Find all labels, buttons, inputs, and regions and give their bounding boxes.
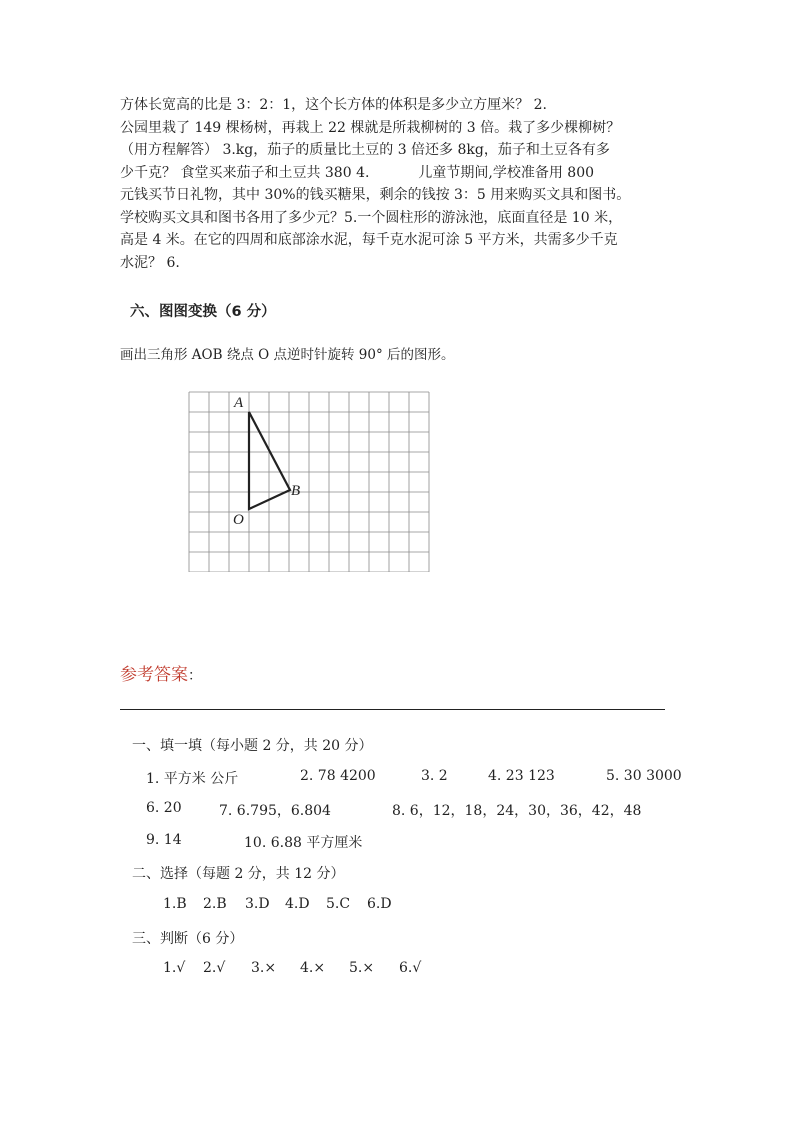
answer-item: 9. 14 [146,832,182,848]
question-line: （用方程解答） 3.kg，茄子的质量比土豆的 3 倍还多 8kg，茄子和土豆各有多 [120,142,610,158]
question-line: 元钱买节日礼物，其中 30%的钱买糖果，剩余的钱按 3：5 用来购买文具和图书。 [120,187,631,203]
answer-title-text: 参考答案 [120,665,188,685]
answer-title [120,660,202,685]
answer-item: 3.D [245,896,270,912]
answer-item: 4.D [285,896,310,912]
section-title: 六、图图变换（6 分） [130,304,276,320]
answer-item: 5.× [349,960,375,976]
answer-item: 2.√ [203,960,226,976]
question-line: 高是 4 米。在它的四周和底部涂水泥，每千克水泥可涂 5 平方米，共需多少千克 [120,232,618,248]
instruction-text: 画出三角形 AOB 绕点 O 点逆时针旋转 90° 后的图形。 [120,347,455,363]
answer-item: 6. 20 [146,800,182,816]
grid-figure [186,388,430,572]
answer-item: 3. 2 [421,768,448,784]
answer-item: 1. 平方米 公斤 [146,771,239,787]
answer-item: 5. 30 3000 [606,768,682,784]
question-line: 方体长宽高的比是 3：2：1，这个长方体的体积是多少立方厘米？ 2. [120,97,547,113]
part3-heading: 三、判断（6 分） [132,931,244,947]
answer-item: 4.× [300,960,326,976]
part2-heading: 二、选择（每题 2 分，共 12 分） [132,866,345,882]
question-line: 少千克？ 食堂买来茄子和土豆共 380 4. 儿童节期间,学校准备用 800 [120,164,595,181]
answer-item: 1.√ [163,960,186,976]
answer-item: 10. 6.88 平方厘米 [244,835,363,851]
answer-item: 6.√ [399,960,422,976]
label-b: B [291,483,301,499]
answer-title-colon: ： [188,668,202,684]
answer-item: 4. 23 123 [488,768,555,784]
grid-svg [186,388,430,572]
part1-heading: 一、填一填（每小题 2 分，共 20 分） [132,738,373,754]
answer-item: 3.× [251,960,277,976]
triangle-aob [249,412,290,509]
label-a: A [234,395,244,411]
label-o: O [233,512,244,528]
answer-item: 7. 6.795，6.804 [219,803,331,819]
answer-item: 2.B [203,896,227,912]
question-line: 水泥？ 6. [120,254,180,271]
answer-item: 6.D [367,896,392,912]
answer-item: 1.B [163,896,187,912]
answer-item: 2. 78 4200 [300,768,376,784]
answer-item: 5.C [326,896,351,912]
divider [120,709,665,710]
question-paragraph [120,94,690,274]
question-line: 公园里栽了 149 棵杨树，再栽上 22 棵就是所栽柳树的 3 倍。栽了多少棵柳树？ [120,119,621,136]
question-line: 学校购买文具和图书各用了多少元？5.一个圆柱形的游泳池，底面直径是 10 米， [120,209,623,226]
answer-item: 8. 6，12，18，24，30，36，42，48 [392,803,642,819]
